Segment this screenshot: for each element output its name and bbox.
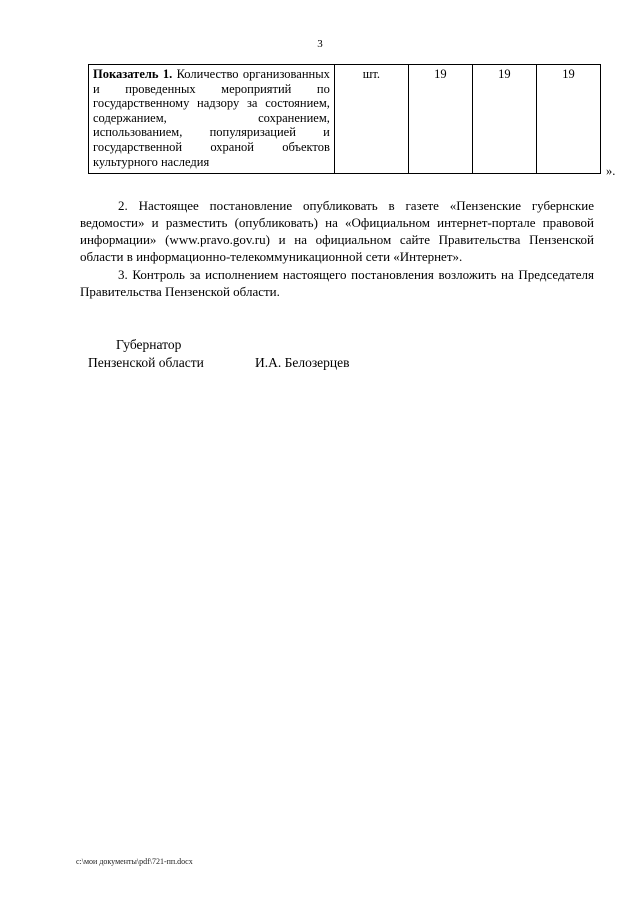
indicator-description-cell (89, 65, 335, 174)
footer-file-path: c:\мои документы\pdf\721-пп.docx (76, 857, 193, 866)
paragraph-control: 3. Контроль за исполнением настоящего постановления возложить на Председателя Правительства Пензенской области. (80, 267, 594, 299)
page-number: 3 (317, 38, 323, 50)
paragraph-publication: 2. Настоящее постановление опубликовать в газете «Пензенские губернские ведомости» и разместить (опубликовать) на «Официальном интернет-портале правовой информации» (www.pravo.gov.ru) и на официальном сайте Правительства Пензенской области в информационно-телекоммуникационной сети «Интернет». (80, 198, 594, 264)
indicator-text: Количество организованных и проведенных мероприятий по государственному надзору за состоянием, содержанием, сохранением, использованием, популяризацией и государственной охраной объектов культурного наследия (93, 67, 330, 169)
signature-region: Пензенской области (88, 355, 204, 370)
signature-name: И.А. Белозерцев (255, 355, 350, 370)
value-cell-3: 19 (536, 65, 600, 174)
indicator-label: Показатель 1. (93, 67, 173, 81)
value-cell-2: 19 (472, 65, 536, 174)
value-cell-1: 19 (408, 65, 472, 174)
signature-title: Губернатор (116, 337, 182, 352)
indicator-table (88, 64, 601, 174)
closing-quote: ». (606, 164, 616, 178)
unit-cell: шт. (334, 65, 408, 174)
table-row (89, 65, 601, 174)
